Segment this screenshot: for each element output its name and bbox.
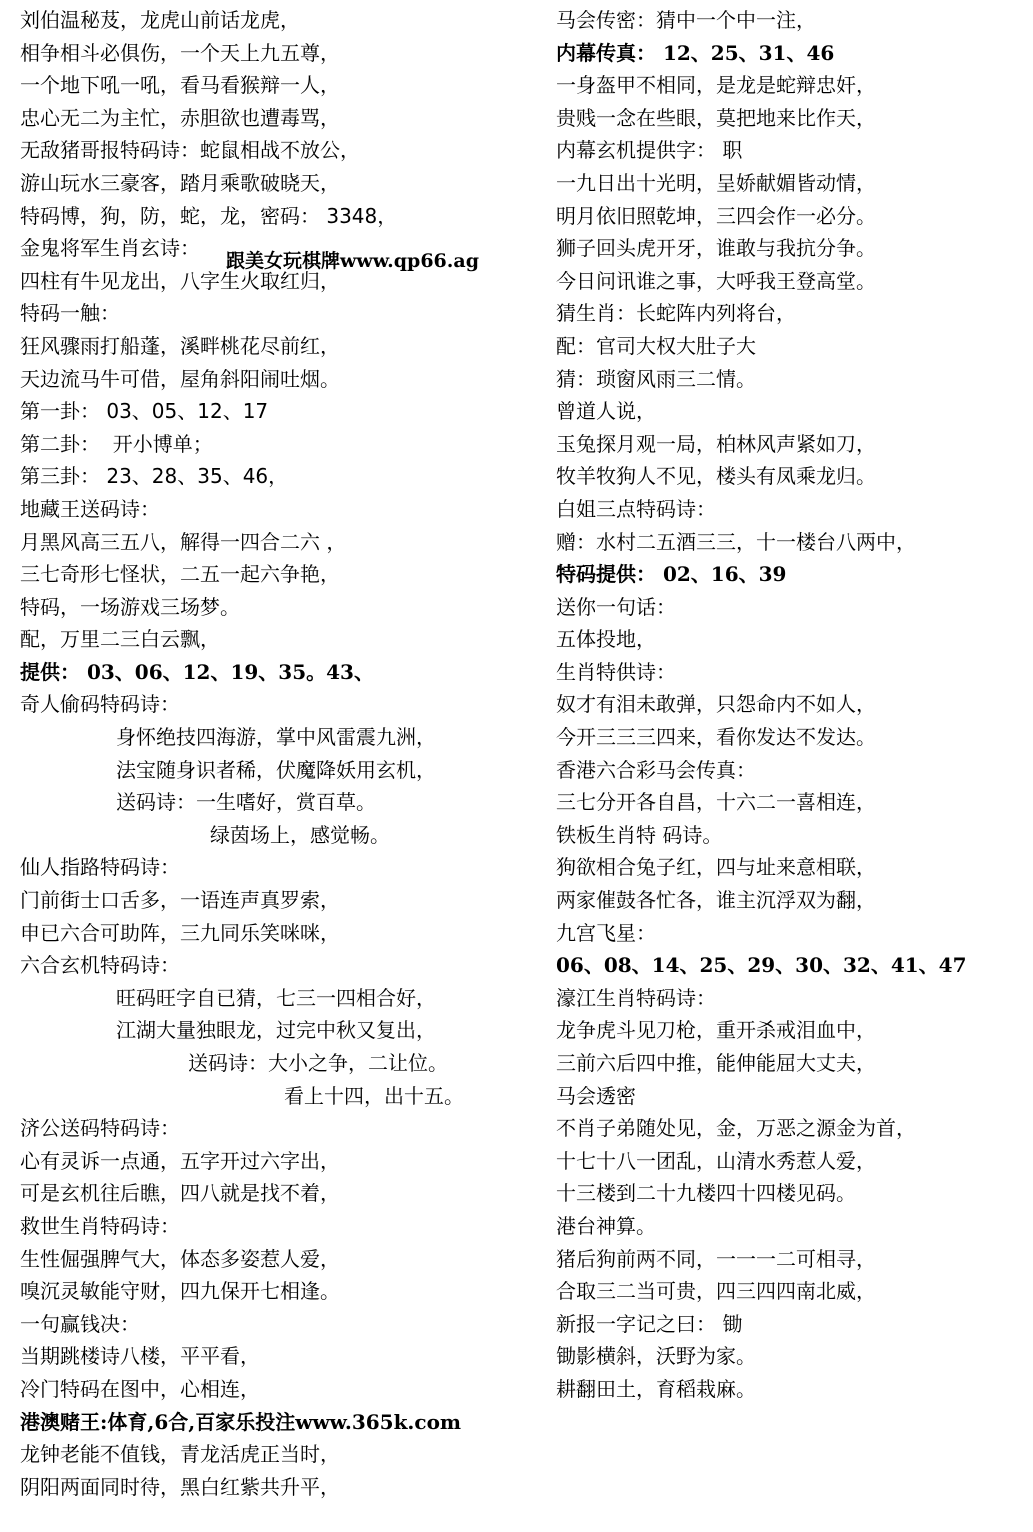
text-line: 提供： 03、06、12、19、35。43、: [20, 659, 374, 684]
text-line: 香港六合彩马会传真：: [556, 757, 756, 782]
text-line: 合取三二当可贵，四三四四南北威，: [556, 1279, 876, 1304]
text-line: 牧羊牧狗人不见，楼头有凤乘龙归。: [556, 464, 876, 489]
text-line: 新报一字记之曰： 锄: [556, 1311, 743, 1336]
text-line: 游山玩水三豪客，踏月乘歌破晓天，: [20, 170, 340, 195]
text-line: 配，万里二三白云飘，: [20, 627, 220, 652]
text-line: 三前六后四中推，能伸能屈大丈夫，: [556, 1051, 876, 1075]
text-line: 一句赢钱决：: [20, 1311, 140, 1336]
text-line: 绿茵场上，感觉畅。: [210, 822, 390, 847]
text-line: 锄影横斜，沃野为家。: [556, 1344, 756, 1369]
text-line: 狗欲相合兔子红，四与址来意相联，: [556, 855, 876, 880]
text-line: 江湖大量独眼龙，过完中秋又复出，: [116, 1018, 436, 1043]
text-line: 今日问讯谁之事，大呼我王登高堂。: [556, 268, 876, 293]
text-line: 曾道人说，: [556, 399, 656, 424]
text-line: 十三楼到二十九楼四十四楼见码。: [556, 1181, 856, 1206]
text-line: 四柱有牛见龙出，八字生火取红归，: [20, 268, 340, 293]
text-line: 第三卦： 23、28、35、46，: [20, 464, 289, 489]
text-line: 相争相斗必俱伤，一个天上九五尊，: [20, 40, 340, 65]
text-line: 门前街士口舌多，一语连声真罗索，: [20, 888, 340, 913]
text-line: 心有灵诉一点通，五字开过六字出，: [20, 1148, 340, 1173]
text-line: 铁板生肖特 码诗。: [556, 822, 723, 847]
text-line: 龙争虎斗见刀枪，重开杀戒泪血中，: [556, 1018, 876, 1043]
text-line: 不肖子弟随处见，金，万恶之源金为首，: [556, 1116, 916, 1141]
left-column: [20, 4, 540, 1503]
text-line: 当期跳楼诗八楼，平平看，: [20, 1344, 260, 1369]
text-line: 地藏王送码诗：: [20, 496, 160, 521]
text-line: 贵贱一念在些眼，莫把地来比作天，: [556, 105, 876, 130]
right-column: [556, 4, 1026, 1406]
text-line: 狮子回头虎开牙，谁敢与我抗分争。: [556, 236, 876, 261]
text-line: 内幕传真： 12、25、31、46: [556, 40, 835, 65]
text-line: 嗅沉灵敏能守财，四九保开七相逢。: [20, 1279, 340, 1304]
text-line: 看上十四，出十五。: [284, 1083, 464, 1108]
text-line: 法宝随身识者稀，伏魔降妖用玄机，: [116, 757, 436, 782]
text-line: 特码提供： 02、16、39: [556, 562, 787, 587]
text-line: 金鬼将军生肖玄诗：: [20, 236, 200, 261]
text-line: 仙人指路特码诗：: [20, 855, 180, 880]
text-line: 龙钟老能不值钱，青龙活虎正当时，: [20, 1442, 340, 1467]
text-line: 玉兔探月观一局，柏林风声紧如刀，: [556, 431, 876, 456]
text-line: 猜：琐窗风雨三二情。: [556, 366, 756, 391]
text-line: 送码诗：大小之争，二让位。: [188, 1051, 448, 1075]
text-line: 旺码旺字自已猜，七三一四相合好，: [116, 985, 436, 1010]
text-line: 赠：水村二五酒三三，十一楼台八两中，: [556, 529, 916, 554]
text-line: 狂风骤雨打船蓬，溪畔桃花尽前红，: [20, 333, 340, 358]
text-line: 马会传密：猜中一个中一注，: [556, 8, 816, 32]
text-line: 五体投地，: [556, 627, 656, 652]
text-line: 一身盔甲不相同，是龙是蛇辩忠奸，: [556, 73, 876, 98]
text-line: 两家催鼓各忙各，谁主沉浮双为翻，: [556, 888, 876, 913]
text-line: 马会透密: [556, 1083, 636, 1108]
text-line: 猜生肖：长蛇阵内列将台，: [556, 301, 796, 326]
text-line: 特码博，狗，防，蛇，龙，密码： 3348，: [20, 203, 398, 228]
text-line: 明月依旧照乾坤，三四会作一必分。: [556, 203, 876, 228]
text-line: 第一卦： 03、05、12、17: [20, 399, 269, 424]
text-line: 配：官司大权大肚子大: [556, 333, 756, 358]
text-line: 天边流马牛可借，屋角斜阳闹吐烟。: [20, 366, 340, 391]
text-line: 白姐三点特码诗：: [556, 496, 716, 521]
text-line: 一个地下吼一吼，看马看猴辩一人，: [20, 73, 340, 98]
text-line: 特码一触：: [20, 301, 120, 326]
text-line: 三七奇形七怪状，二五一起六争艳，: [20, 562, 340, 587]
text-line: 冷门特码在图中，心相连，: [20, 1376, 260, 1401]
text-line: 月黑风高三五八，解得一四合二六 ，: [20, 529, 347, 554]
text-line: 十七十八一团乱，山清水秀惹人爱，: [556, 1148, 876, 1173]
text-line: 无敌猪哥报特码诗：蛇鼠相战不放公，: [20, 138, 360, 163]
text-line: 送你一句话：: [556, 594, 676, 619]
watermark-ad: 跟美女玩棋牌www.qp66.ag: [226, 250, 479, 272]
text-line: 06、08、14、25、29、30、32、41、47: [556, 953, 967, 978]
text-line: 奇人偷码特码诗：: [20, 692, 180, 717]
text-line: 阴阳两面同时待，黑白红紫共升平，: [20, 1474, 340, 1499]
text-line: 九宫飞星：: [556, 920, 656, 945]
text-line: 特码，一场游戏三场梦。: [20, 594, 240, 619]
text-line: 耕翻田土，育稻栽麻。: [556, 1376, 756, 1401]
text-line: 济公送码特码诗：: [20, 1116, 180, 1141]
text-line: 港澳赌王:体育,6合,百家乐投注www.365k.com: [20, 1409, 462, 1434]
text-line: 内幕玄机提供字： 职: [556, 138, 743, 163]
text-line: 濠江生肖特码诗：: [556, 985, 716, 1010]
text-line: 一九日出十光明，呈娇献媚皆动情，: [556, 170, 876, 195]
text-line: 忠心无二为主忙，赤胆欲也遭毒骂，: [20, 105, 340, 130]
text-line: 申已六合可助阵，三九同乐笑咪咪，: [20, 920, 340, 945]
text-line: 猪后狗前两不同，一一一二可相寻，: [556, 1246, 876, 1271]
text-line: 奴才有泪未敢弹，只怨命内不如人，: [556, 692, 876, 717]
text-line: 生肖特供诗：: [556, 659, 676, 684]
text-line: 生性倔强脾气大，体态多姿惹人爱，: [20, 1246, 340, 1271]
text-line: 六合玄机特码诗：: [20, 953, 180, 978]
text-line: 可是玄机往后瞧，四八就是找不着，: [20, 1181, 340, 1206]
text-line: 港台神算。: [556, 1213, 656, 1238]
text-line: 三七分开各自昌，十六二一喜相连，: [556, 790, 876, 815]
text-line: 救世生肖特码诗：: [20, 1213, 180, 1238]
text-line: 今开三三三四来，看你发达不发达。: [556, 725, 876, 750]
text-line: 送码诗：一生嗜好，赏百草。: [116, 790, 376, 815]
text-line: 第二卦： 开小博单；: [20, 431, 213, 456]
text-line: 刘伯温秘芨，龙虎山前话龙虎，: [20, 8, 300, 32]
text-line: 身怀绝技四海游，掌中风雷震九洲，: [116, 725, 436, 750]
